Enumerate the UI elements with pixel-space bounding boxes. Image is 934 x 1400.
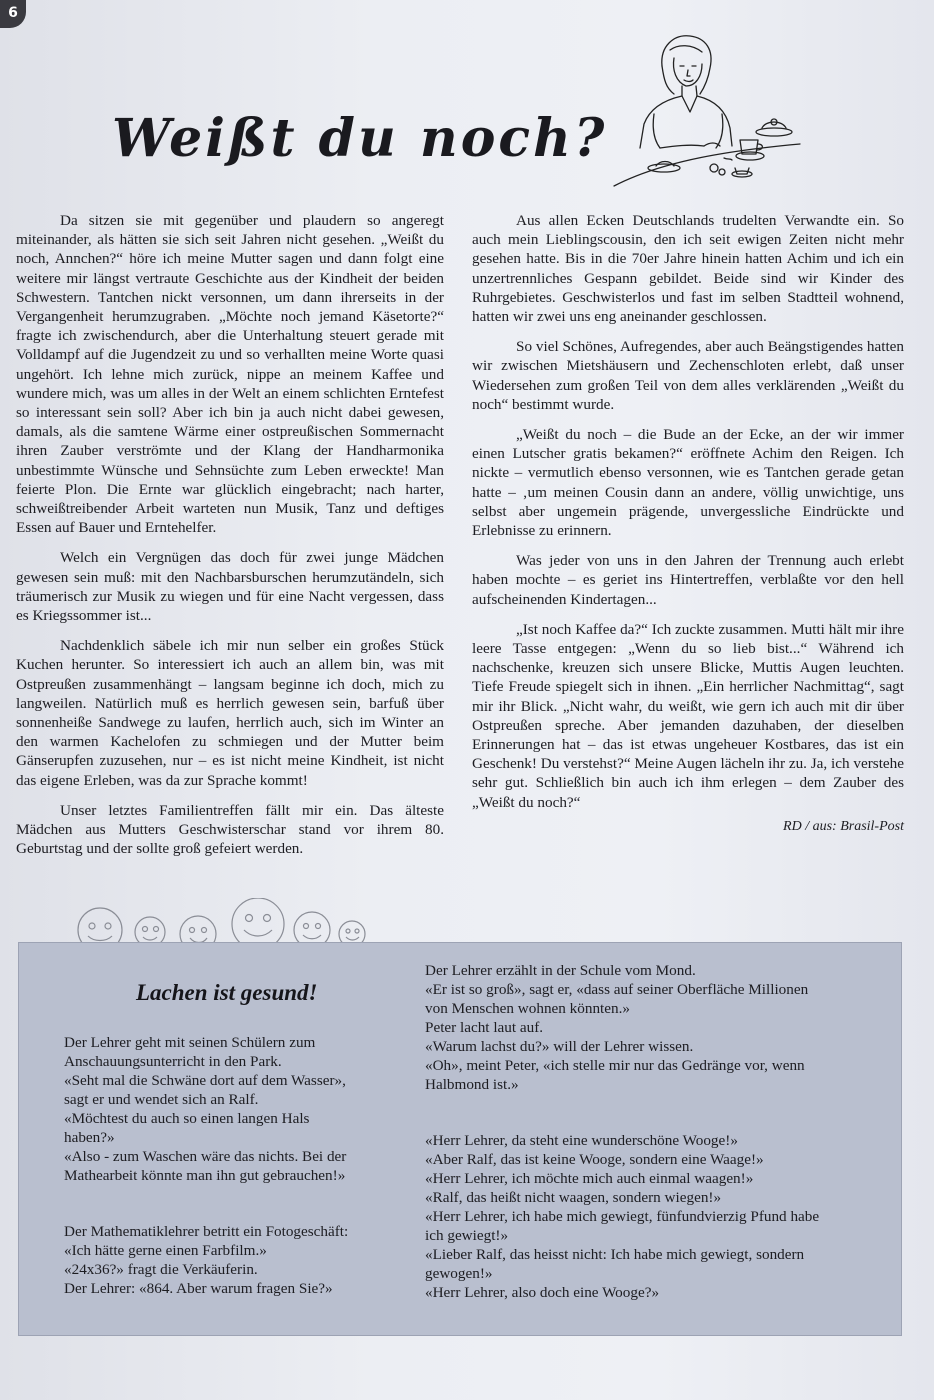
joke-line: «Herr Lehrer, also doch eine Wooge?» — [425, 1284, 660, 1301]
joke-line: «Lieber Ralf, das heisst nicht: Ich habe mich gewiegt, sondern — [425, 1246, 805, 1263]
joke-scale — [425, 1131, 875, 1302]
article-paragraph: Unser letztes Familientreffen fällt mir ein. Das älteste Mädchen aus Mutters Geschwisterschar stand vor ihrem 80. Geburtstag und der sollte groß gefeiert werden. — [16, 801, 444, 858]
joke-line: Der Lehrer geht mit seinen Schülern zum — [64, 1034, 316, 1051]
joke-line: haben?» — [64, 1129, 115, 1146]
joke-line: Halbmond ist.» — [425, 1076, 519, 1093]
joke-line: «Herr Lehrer, ich möchte mich auch einmal waagen!» — [425, 1170, 754, 1187]
joke-line: «Also - zum Waschen wäre das nichts. Bei der — [64, 1148, 347, 1165]
article-title: Weißt du noch? — [112, 108, 608, 169]
article-credit: RD / aus: Brasil-Post — [783, 818, 904, 834]
joke-line: «Seht mal die Schwäne dort auf dem Wasser», — [64, 1072, 346, 1089]
joke-photo-shop — [64, 1222, 404, 1298]
joke-moon — [425, 961, 865, 1094]
joke-line: «Warum lachst du?» will der Lehrer wissen. — [425, 1038, 694, 1055]
article-paragraph: Nachdenklich säbele ich mir nun selber ein großes Stück Kuchen herunter. So interessiert ich auch an allem bin, was mit Ostpreußen zusammenhängt – langsam beginne ich doch, mich zu langweilen. Natürlich muß es herrlich gewesen sein, barfuß über sonnenheiße Sandwege zu laufen, herrlich auch, sich im Winter an den warmen Kachelofen zu schmiegen und der Mutter beim Gänserupfen zuzusehen, nur – es ist nicht meine Kindheit, ist nicht das eigene Erleben, was da zur Sprache kommt! — [16, 637, 444, 789]
joke-line: Der Lehrer: «864. Aber warum fragen Sie?» — [64, 1280, 333, 1297]
joke-line: von Menschen wohnen könnten.» — [425, 1000, 630, 1017]
joke-line: «Aber Ralf, das ist keine Wooge, sondern eine Waage!» — [425, 1151, 764, 1168]
joke-line: «Oh», meint Peter, «ich stelle mir nur das Gedränge vor, wenn — [425, 1057, 805, 1074]
article-paragraph: Was jeder von uns in den Jahren der Trennung auch erlebt haben mochte – es geriet ins Hintertreffen, verblaßte vor den hell aufscheinenden Kindertagen... — [472, 552, 904, 608]
article-paragraph: So viel Schönes, Aufregendes, aber auch Beängstigendes hatten wir zwischen Mietshäusern und Zechenschloten erlebt, daß unser Wiedersehen zum großen Teil von dem alles verklärenden „Weißt du noch“ bestimmt wurde. — [472, 338, 904, 413]
article-right-column — [472, 211, 904, 836]
joke-line: Der Lehrer erzählt in der Schule vom Mond. — [425, 962, 696, 979]
joke-line: ich gewiegt!» — [425, 1227, 509, 1244]
woman-at-coffee-table-illustration — [604, 28, 804, 188]
joke-line: Der Mathematiklehrer betritt ein Fotogeschäft: — [64, 1223, 349, 1240]
joke-line: «Herr Lehrer, da steht eine wunderschöne Wooge!» — [425, 1132, 738, 1149]
joke-line: Anschauungsunterricht in den Park. — [64, 1053, 282, 1070]
page-number: 6 — [0, 0, 26, 28]
joke-line: «Er ist so groß», sagt er, «dass auf seiner Oberfläche Millionen — [425, 981, 809, 998]
joke-line: «Möchtest du auch so einen langen Hals — [64, 1110, 310, 1127]
joke-line: «Ich hätte gerne einen Farbfilm.» — [64, 1242, 267, 1259]
joke-line: «Herr Lehrer, ich habe mich gewiegt, fünfundvierzig Pfund habe — [425, 1208, 820, 1225]
article-paragraph: „Weißt du noch – die Bude an der Ecke, an der wir immer einen Lutscher gratis bekamen?“ eröffnete Achim den Reigen. Ich nickte – vermutlich ebenso versonnen, wie es Tantchen gerade getan hatte – ‚um meinen Cousin dann an andere, völlig unwichtige, uns selbst aber ungemein prägende, unvergessliche Eindrückte und Erlebnisse zu erinnern. — [472, 426, 904, 540]
article-paragraph: Aus allen Ecken Deutschlands trudelten Verwandte ein. So auch mein Lieblingscousin, den ich seit ewigen Zeiten nicht mehr gesehen hatte. Bis in die 70er Jahre hinein hatten Achim und ich ein unzertrennliches Gespann gebildet. Beide sind wir Kinder des Ruhrgebietes. Geschwisterlos und fast im selben Stadtteil wohnend, hatten wir zwei uns eng aneinander geschlossen. — [472, 212, 904, 326]
joke-swan — [64, 1033, 384, 1185]
article-paragraph: „Ist noch Kaffee da?“ Ich zuckte zusammen. Mutti hält mir ihre leere Tasse entgegen: „Wenn du so lieb bist...“ Während ich nachschenke, kreuzen sich unsere Blicke, Muttis Augen leuchten. Tiefe Freude spiegelt sich in ihnen. „Ein herrlicher Nachmittag“, sagt mir ihr Blick. „Nicht wahr, du weißt, wie gern ich auch mit dir über Ostpreußen spreche. Aber jemanden dazuhaben, der dieselben Erinnerungen hat – das ist etwas ungeheuer Kostbares, das ist ein Geschenk! Du verstehst?“ Meine Augen lächeln ihr zu. Ja, ich verstehe sehr gut. Schließlich bin auch ich ihm erlegen – dem Zauber des „Weißt du noch?“ — [472, 620, 904, 811]
joke-line: «24x36?» fragt die Verkäuferin. — [64, 1261, 258, 1278]
article-paragraph: Da sitzen sie mit gegenüber und plaudern so angeregt miteinander, als hätten sie sich seit Jahren nicht gesehen. „Weißt du noch, Annchen?“ höre ich meine Mutter sagen und dann folgt eine weitere mir längst vertraute Geschichte aus der Kindheit der beiden Schwestern. Tantchen nickt versonnen, um dann ihrerseits in der Vergangenheit herumzugraben. „Möchte noch jemand Käsetorte?“ fragte ich zwischendurch, aber die Unterhaltung steuert gerade mit Volldampf auf die Jugendzeit zu und so verhallten meine Worte quasi ungehört. Ich lehne mich zurück, nippe an meinem Kaffee und wundere mich, was um alles in der Welt an einem schlichten Erntefest so interessant sein soll? Aber ich bin ja auch nicht dabei gewesen, damals, als die samtene Wärme einer ostpreußischen Sommernacht ihren Zauber verströmte und der Klang der Handharmonika unbestimmte Wünsche und Sehnsüchte zum Leben erweckte! Man feierte Plon. Die Ernte war glücklich eingebracht; nach harter, schweißtreibender Arbeit warteten nun Musik, Tanz und deftiges Essen auf Bauer und Erntehelfer. — [16, 212, 444, 537]
article-left-column — [16, 211, 444, 870]
joke-line: gewogen!» — [425, 1265, 493, 1282]
jokes-title: Lachen ist gesund! — [136, 980, 318, 1005]
joke-line: sagt er und wendet sich an Ralf. — [64, 1091, 259, 1108]
joke-line: Peter lacht laut auf. — [425, 1019, 544, 1036]
joke-line: Mathearbeit könnte man ihn gut gebrauchen!» — [64, 1167, 346, 1184]
article-paragraph: Welch ein Vergnügen das doch für zwei junge Mädchen gewesen sein muß: mit den Nachbarsburschen herumzutändeln, sich träumerisch zur Musik zu wiegen und für eine Nacht vergessen, dass es Kriegssommer ist... — [16, 549, 444, 625]
joke-line: «Ralf, das heißt nicht waagen, sondern wiegen!» — [425, 1189, 722, 1206]
